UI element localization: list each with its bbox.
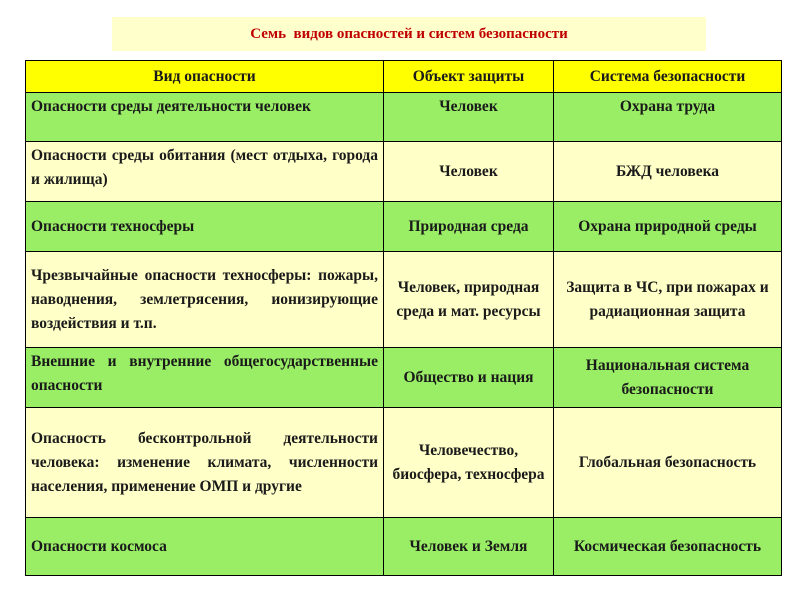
hazard-cell: Опасность бесконтрольной деятельности человека: изменение климата, численности населения, применение ОМП и другие [26, 408, 384, 518]
hazards-table [25, 60, 782, 576]
table-row [26, 202, 782, 252]
table-row [26, 518, 782, 576]
hazard-cell: Внешние и внутренние общегосударственные опасности [26, 348, 384, 408]
title-banner [112, 17, 706, 51]
hazard-cell: Опасности космоса [26, 518, 384, 576]
hazard-cell: Опасности среды деятельности человек [26, 93, 384, 142]
table-row [26, 408, 782, 518]
hazard-cell: Чрезвычайные опасности техносферы: пожары, наводнения, землетрясения, ионизирующие воздействия и т.п. [26, 252, 384, 348]
object-cell: Человечество, биосфера, техносфера [384, 408, 554, 518]
system-cell: Космическая безопасность [554, 518, 782, 576]
system-cell: Защита в ЧС, при пожарах и радиационная защита [554, 252, 782, 348]
table-header-row [26, 61, 782, 93]
system-cell: Охрана природной среды [554, 202, 782, 252]
header-hazard-type: Вид опасности [26, 61, 384, 93]
system-cell: Национальная система безопасности [554, 348, 782, 408]
hazard-cell: Опасности среды обитания (мест отдыха, города и жилища) [26, 142, 384, 202]
system-cell: Охрана труда [554, 93, 782, 142]
header-protection-object: Объект защиты [384, 61, 554, 93]
header-security-system: Система безопасности [554, 61, 782, 93]
table-row [26, 93, 782, 142]
system-cell: Глобальная безопасность [554, 408, 782, 518]
object-cell: Человек [384, 142, 554, 202]
object-cell: Природная среда [384, 202, 554, 252]
object-cell: Человек, природная среда и мат. ресурсы [384, 252, 554, 348]
object-cell: Общество и нация [384, 348, 554, 408]
object-cell: Человек и Земля [384, 518, 554, 576]
table-row [26, 142, 782, 202]
table-row [26, 252, 782, 348]
hazard-cell: Опасности техносферы [26, 202, 384, 252]
table-row [26, 348, 782, 408]
page-title: Семь видов опасностей и систем безопасности [250, 25, 568, 42]
system-cell: БЖД человека [554, 142, 782, 202]
object-cell: Человек [384, 93, 554, 142]
